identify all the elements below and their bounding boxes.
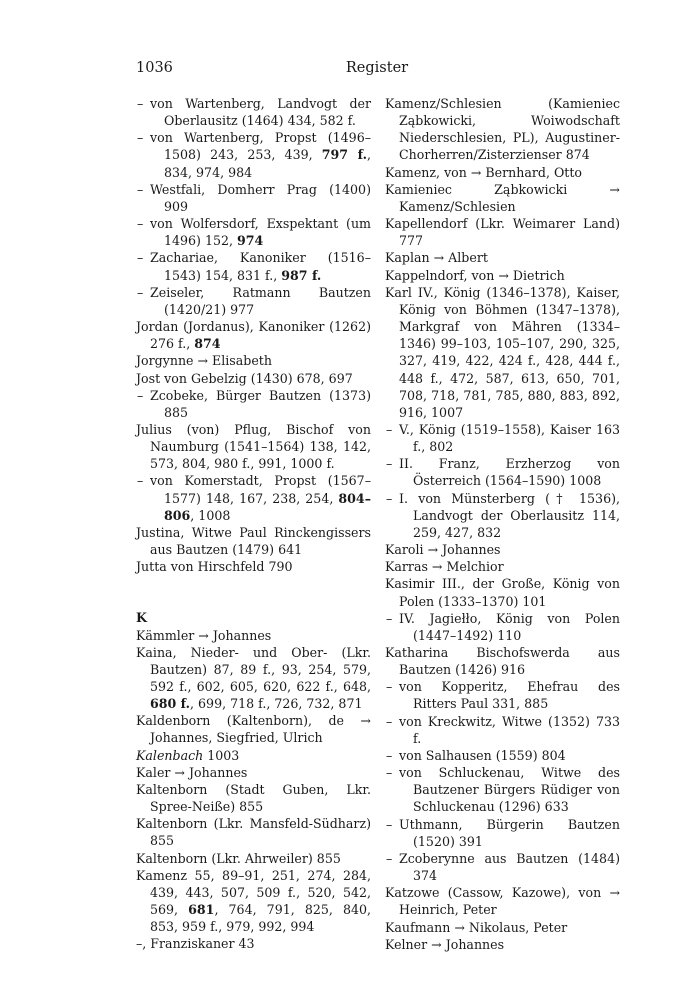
index-entry bbox=[136, 747, 371, 764]
entry-text: V., König (1519–1558), Kaiser 163 f., 802 bbox=[399, 421, 620, 455]
subentry-dash: – bbox=[137, 473, 144, 489]
bold-page-ref: 804–806 bbox=[164, 490, 371, 523]
entry-text: –, Franziskaner 43 bbox=[136, 936, 255, 952]
index-subentry bbox=[136, 95, 371, 129]
index-entry bbox=[385, 936, 620, 953]
entry-text: Kelner → Johannes bbox=[385, 936, 505, 952]
entry-text: Justina, Witwe Paul Rinckengissers aus Bautzen (1479) 641 bbox=[136, 524, 371, 558]
index-subentry bbox=[385, 455, 620, 489]
entry-text: Katharina Bischofswerda aus Bautzen (1426) 916 bbox=[385, 645, 620, 678]
subentry-dash: – bbox=[137, 284, 144, 300]
entry-text: Kaltenborn (Lkr. Ahrweiler) 855 bbox=[136, 850, 341, 866]
index-subentry bbox=[385, 678, 620, 712]
subentry-dash: – bbox=[137, 181, 144, 197]
entry-text: von Wartenberg, Landvogt der Oberlausitz (1464) 434, 582 f. bbox=[150, 96, 371, 129]
entry-text: , 1008 bbox=[190, 507, 231, 523]
subentry-dash: – bbox=[137, 216, 144, 232]
index-entry bbox=[136, 815, 371, 849]
entry-text: I. von Münsterberg († 1536), Landvogt der Oberlausitz 114, 259, 427, 832 bbox=[399, 490, 620, 540]
index-entry bbox=[385, 95, 620, 164]
index-entry bbox=[385, 181, 620, 215]
entry-text: von Wartenberg, Propst (1496–1508) 243, 253, 439, bbox=[150, 130, 371, 163]
entry-text: Kaler → Johannes bbox=[136, 764, 248, 780]
subentry-dash: – bbox=[386, 679, 393, 695]
bold-page-ref: 874 bbox=[194, 336, 221, 352]
entry-text: Kaina, Nieder- und Ober- (Lkr. Bautzen) 87, 89 f., 93, 254, 579, 592 f., 602, 605, 620, 622 f., 648, bbox=[136, 644, 371, 694]
index-subentry bbox=[385, 850, 620, 884]
entry-text: von Wolfersdorf, Exspektant (um 1496) 152, bbox=[150, 216, 371, 249]
index-subentry bbox=[136, 387, 371, 421]
index-subentry bbox=[385, 421, 620, 455]
bold-page-ref: 680 f. bbox=[150, 696, 191, 712]
index-entry bbox=[136, 352, 371, 369]
index-entry bbox=[385, 919, 620, 936]
entry-text: von Kopperitz, Ehefrau des Ritters Paul 331, 885 bbox=[399, 679, 620, 712]
index-entry bbox=[136, 764, 371, 781]
section-letter-heading bbox=[136, 609, 371, 626]
entry-text: von Komerstadt, Propst (1567–1577) 148, 167, 238, 254, bbox=[150, 473, 371, 506]
entry-text: von Salhausen (1559) 804 bbox=[399, 747, 566, 763]
index-entry bbox=[136, 370, 371, 387]
index-entry bbox=[385, 644, 620, 678]
index-entry bbox=[136, 524, 371, 558]
entry-text: Uthmann, Bürgerin Bautzen (1520) 391 bbox=[399, 816, 620, 849]
index-entry bbox=[136, 850, 371, 867]
entry-text: Kamenz 55, 89–91, 251, 274, 284, 439, 443, 507, 509 f., 520, 542, 569, bbox=[136, 867, 371, 918]
entry-text: Kamieniec Ząbkowicki → Kamenz/Schlesien bbox=[385, 181, 620, 214]
index-entry bbox=[136, 781, 371, 815]
subentry-dash: – bbox=[137, 96, 144, 111]
index-entry bbox=[136, 867, 371, 936]
index-entry bbox=[385, 884, 620, 918]
entry-text: IV. Jagiełło, König von Polen (1447–1492) 110 bbox=[399, 610, 620, 643]
index-subentry bbox=[385, 816, 620, 850]
index-entry bbox=[136, 421, 371, 472]
index-subentry bbox=[385, 747, 620, 764]
entry-text: von Kreckwitz, Witwe (1352) 733 f. bbox=[399, 713, 620, 746]
index-entry bbox=[136, 627, 371, 644]
entry-text: Zcobeke, Bürger Bautzen (1373) 885 bbox=[150, 387, 371, 420]
index-subentry bbox=[136, 129, 371, 180]
entry-text: Karras → Melchior bbox=[385, 559, 504, 575]
index-subentry bbox=[136, 284, 371, 318]
subentry-dash: – bbox=[137, 130, 144, 146]
entry-text: Kamenz, von → Bernhard, Otto bbox=[385, 164, 583, 180]
entry-text: Westfali, Domherr Prag (1400) 909 bbox=[150, 181, 371, 214]
index-entry bbox=[136, 935, 371, 952]
entry-text: Julius (von) Pflug, Bischof von Naumburg (1541–1564) 138, 142, 573, 804, 980 f., 991, 1000 f. bbox=[136, 421, 371, 472]
entry-text: Jost von Gebelzig (1430) 678, 697 bbox=[136, 370, 353, 386]
page-number: 1036 bbox=[136, 60, 173, 76]
entry-text: Karoli → Johannes bbox=[385, 542, 501, 558]
index-subentry bbox=[136, 249, 371, 283]
subentry-dash: – bbox=[137, 387, 144, 403]
subentry-dash: – bbox=[386, 421, 393, 437]
entry-text: Jorgynne → Elisabeth bbox=[136, 353, 272, 369]
entry-text: 1003 bbox=[203, 747, 240, 763]
entry-text: , 699, 718 f., 726, 732, 871 bbox=[190, 696, 363, 712]
subentry-dash: – bbox=[386, 713, 393, 729]
entry-text: , 834, 974, 984 bbox=[164, 147, 371, 180]
entry-text: Jordan (Jordanus), Kanoniker (1262) 276 f., bbox=[136, 319, 371, 352]
running-title: Register bbox=[345, 60, 409, 76]
entry-text: K bbox=[136, 610, 147, 626]
subentry-dash: – bbox=[386, 765, 393, 781]
index-subentry bbox=[385, 610, 620, 644]
entry-text: Kapellendorf (Lkr. Weimarer Land) 777 bbox=[385, 216, 620, 249]
running-header bbox=[136, 60, 618, 82]
entry-text: II. Franz, Erzherzog von Österreich (1564–1590) 1008 bbox=[399, 456, 620, 489]
entry-text: Zcoberynne aus Bautzen (1484) 374 bbox=[399, 850, 620, 884]
section-gap bbox=[136, 575, 371, 609]
index-entry bbox=[136, 712, 371, 746]
index-entry bbox=[385, 558, 620, 575]
entry-text: Zeiseler, Ratmann Bautzen (1420/21) 977 bbox=[150, 284, 371, 317]
entry-text: Karl IV., König (1346–1378), Kaiser, König von Böhmen (1347–1378), Markgraf von Mähren (1334–1346) 99–103, 105–107, 290, 325, 327, 419, 422, 424 f., 428, 444 f., 448 f., 472, 587, 613, 650, 701, 708, 718, 781, 785, 880, 883, 892, 916, 1007 bbox=[385, 284, 620, 420]
index-entry bbox=[136, 558, 371, 575]
subentry-dash: – bbox=[137, 250, 144, 266]
subentry-dash: – bbox=[386, 747, 393, 763]
index-subentry bbox=[136, 181, 371, 215]
index-column-left bbox=[136, 95, 371, 953]
index-entry bbox=[385, 575, 620, 609]
index-entry bbox=[385, 215, 620, 249]
entry-text: Kaufmann → Nikolaus, Peter bbox=[385, 919, 568, 935]
subentry-dash: – bbox=[386, 816, 393, 832]
entry-text: Kasimir III., der Große, König von Polen (1333–1370) 101 bbox=[385, 576, 620, 609]
entry-text: Katzowe (Cassow, Kazowe), von → Heinrich, Peter bbox=[385, 885, 620, 918]
subentry-dash: – bbox=[386, 490, 393, 506]
index-subentry bbox=[385, 490, 620, 541]
entry-text: Kaplan → Albert bbox=[385, 250, 488, 266]
bold-page-ref: 987 f. bbox=[281, 267, 322, 283]
entry-text: , 764, 791, 825, 840, 853, 959 f., 979, 992, 994 bbox=[150, 902, 371, 935]
entry-text: Jutta von Hirschfeld 790 bbox=[136, 559, 293, 575]
index-subentry bbox=[385, 764, 620, 815]
index-entry bbox=[385, 267, 620, 284]
index-entry bbox=[385, 284, 620, 421]
index-subentry bbox=[136, 472, 371, 523]
entry-text: Kämmler → Johannes bbox=[136, 627, 272, 643]
index-entry bbox=[385, 541, 620, 558]
entry-text: Kaltenborn (Lkr. Mansfeld-Südharz) 855 bbox=[136, 816, 371, 849]
index-entry bbox=[136, 644, 371, 713]
bold-page-ref: 797 f. bbox=[321, 147, 367, 163]
subentry-dash: – bbox=[386, 456, 393, 472]
index-column-right bbox=[385, 95, 620, 953]
index-entry bbox=[385, 164, 620, 181]
entry-text: Kappelndorf, von → Dietrich bbox=[385, 267, 565, 283]
index-subentry bbox=[136, 215, 371, 249]
italic-term: Kalenbach bbox=[136, 747, 204, 763]
entry-text: von Schluckenau, Witwe des Bautzener Bürgers Rüdiger von Schluckenau (1296) 633 bbox=[399, 765, 620, 815]
entry-text: Kamenz/Schlesien (Kamieniec Ząbkowicki, Woiwodschaft Niederschlesien, PL), Augustiner-Chorherren/Zisterzienser 874 bbox=[385, 96, 620, 163]
subentry-dash: – bbox=[386, 610, 393, 626]
bold-page-ref: 681 bbox=[188, 902, 215, 918]
entry-text: Kaltenborn (Stadt Guben, Lkr. Spree-Neiße) 855 bbox=[136, 781, 371, 815]
bold-page-ref: 974 bbox=[237, 233, 264, 249]
index-entry bbox=[385, 249, 620, 266]
entry-text: Zachariae, Kanoniker (1516–1543) 154, 831 f., bbox=[150, 250, 371, 283]
index-entry bbox=[136, 318, 371, 352]
subentry-dash: – bbox=[386, 850, 393, 866]
index-subentry bbox=[385, 713, 620, 747]
entry-text: Kaldenborn (Kaltenborn), de → Johannes, Siegfried, Ulrich bbox=[136, 713, 371, 746]
